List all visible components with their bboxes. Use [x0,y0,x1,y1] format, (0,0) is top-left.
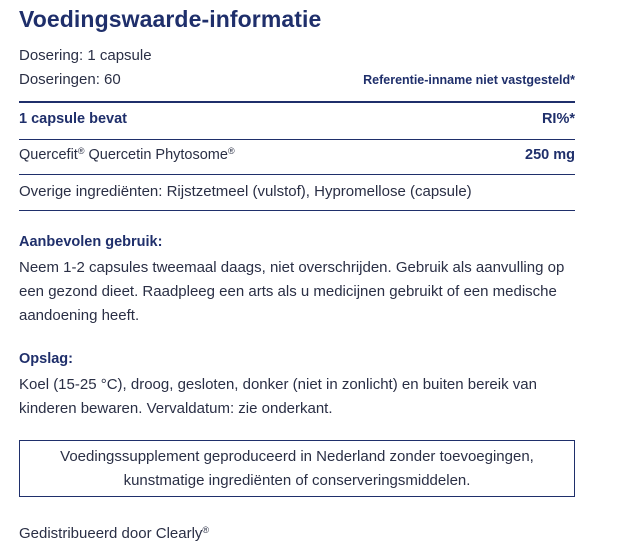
distributor-line [19,525,209,542]
registered-mark: ® [77,146,85,156]
dosage-line: Dosering: 1 capsule [19,47,152,64]
ingredient-amount: 250 mg [525,147,575,163]
doses-count: Doseringen: 60 [19,71,121,88]
page-title: Voedingswaarde-informatie [19,6,322,32]
storage-heading: Opslag: [19,351,73,367]
ingredient-row [19,147,575,163]
doses-row [19,71,575,88]
divider [19,210,575,211]
distributor-text: Gedistribueerd door Clearly [19,525,203,542]
divider [19,174,575,175]
registered-mark: ® [202,525,210,535]
ri-note: Referentie-inname niet vastgesteld* [363,73,575,87]
ingredient-brand: Quercefit [19,147,78,163]
table-header-right: RI%* [541,111,575,127]
supplement-notice-box [19,440,575,497]
registered-mark: ® [227,146,235,156]
storage-text: Koel (15-25 °C), droog, gesloten, donker (niet in zonlicht) en buiten bereik van kinderen bewaren. Vervaldatum: zie onderkant. [19,376,537,417]
notice-line-1: Voedingssupplement geproduceerd in Nederland zonder toevoegingen, [60,447,534,465]
usage-heading: Aanbevolen gebruik: [19,234,163,250]
table-header-left: 1 capsule bevat [19,111,127,127]
other-ingredients: Overige ingrediënten: Rijstzetmeel (vulstof), Hypromellose (capsule) [19,183,472,200]
notice-line-2: kunstmatige ingrediënten of conserveringsmiddelen. [123,471,471,489]
divider [19,101,575,103]
ingredient-name [19,147,235,163]
table-header-row [19,111,575,127]
usage-text: Neem 1-2 capsules tweemaal daags, niet overschrijden. Gebruik als aanvulling op een gezond dieet. Raadpleeg een arts als u medicijnen gebruikt of een medische aandoening heeft. [19,259,565,324]
divider [19,139,575,140]
ingredient-product: Quercetin Phytosome [84,147,228,163]
